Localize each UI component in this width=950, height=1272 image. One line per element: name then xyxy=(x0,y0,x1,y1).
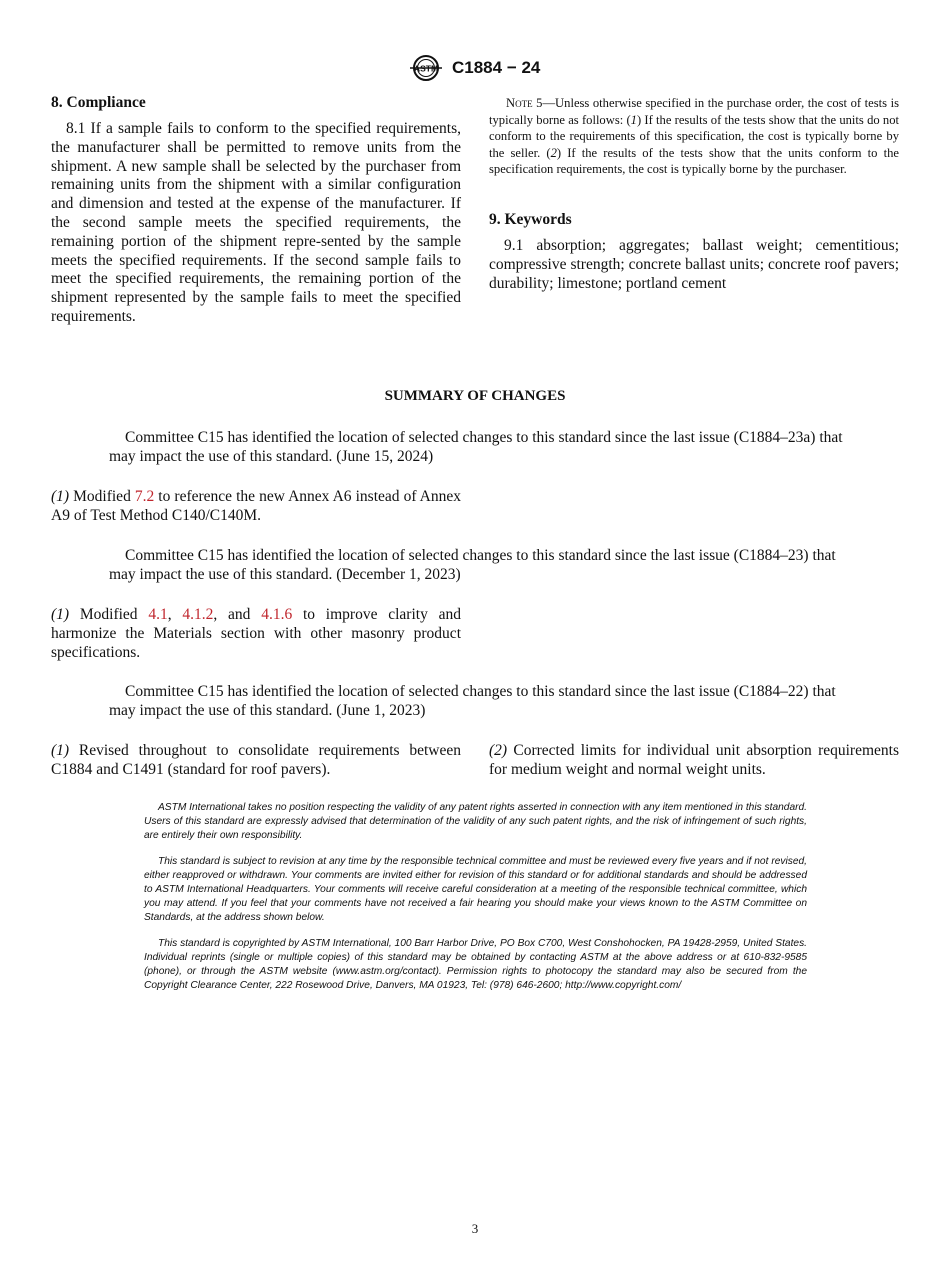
legal-notices xyxy=(144,801,807,993)
ref-link-4-1-6[interactable]: 4.1.6 xyxy=(261,606,293,623)
item-text: Corrected limits for individual unit absorption requirements for medium weight and normal weight units. xyxy=(489,742,899,778)
standard-designation: C1884 − 24 xyxy=(452,58,541,77)
summary-intro-3: Committee C15 has identified the location of selected changes to this standard since the last issue (C1884–22) that may impact the use of this standard. (June 1, 2023) xyxy=(109,683,836,719)
note-number: 5 xyxy=(532,96,543,110)
page-header xyxy=(408,54,568,82)
ref-link-4-1[interactable]: 4.1 xyxy=(148,606,168,623)
logo-text: ASTM xyxy=(413,63,439,74)
item-text: Modified xyxy=(69,488,135,505)
section-9-text: 9.1 absorption; aggregates; ballast weight; cementitious; compressive strength; concrete ballast units; concrete roof pavers; durability; limestone; portland cement xyxy=(489,237,899,292)
note-n1: 1 xyxy=(630,112,637,127)
section-9-heading: 9. Keywords xyxy=(489,211,572,228)
legal-copyright-notice: This standard is copyrighted by ASTM International, 100 Barr Harbor Drive, PO Box C700, West Conshohocken, PA 19428-2959, United States. Individual reprints (single or multiple copies) of this standard may be obtained by contacting ASTM at the above address or at 610-832-9585 (phone), or through the ASTM website (www.astm.org/contact). Permission rights to photocopy the standard may also be secured from the Copyright Clearance Center, 222 Rosewood Drive, Danvers, MA 01923, Tel: (978) 646-2600; http://www.copyright.com/ xyxy=(144,938,807,991)
ref-link-7-2[interactable]: 7.2 xyxy=(134,488,155,505)
page-number: 3 xyxy=(471,1221,479,1236)
ref-link-4-1-2[interactable]: 4.1.2 xyxy=(182,606,214,623)
item-number: (2) xyxy=(489,742,508,759)
summary-intro-1: Committee C15 has identified the location of selected changes to this standard since the last issue (C1884–23a) that may impact the use of this standard. (June 15, 2024) xyxy=(109,429,843,465)
section-8-paragraph xyxy=(51,120,461,327)
legal-revision-notice: This standard is subject to revision at any time by the responsible technical committee and must be reviewed every five years and if not revised, either reapproved or withdrawn. Your comments are invited either for revision of this standard or for additional standards and should be addressed to ASTM International Headquarters. Your comments will receive careful consideration at a meeting of the responsible technical committee, which you may attend. If you feel that your comments have not received a fair hearing you should make your views known to the ASTM Committee on Standards, at the address shown below. xyxy=(144,856,807,923)
note-text-c: ) If the results of the tests show that the units conform to the specification requirements, the cost is typically borne by the purchaser. xyxy=(489,145,899,176)
item-text: to improve clarity and harmonize the Materials section with other masonry product specifications. xyxy=(51,606,461,661)
section-9-paragraph xyxy=(489,237,899,293)
item-text: Revised throughout to consolidate requirements between C1884 and C1491 (standard for roof pavers). xyxy=(51,742,461,778)
summary-title: SUMMARY OF CHANGES xyxy=(384,388,566,404)
note-n2: 2 xyxy=(550,145,557,160)
item-number: (1) xyxy=(51,488,70,505)
section-8-text: 8.1 If a sample fails to conform to the specified requirements, the manufacturer shall be permitted to remove units from the shipment. A new sample shall be selected by the purchaser from remaining units from the shipment with a similar configuration and dimension and tested at the expense of the manufacturer. If the second sample meets the specified requirements, the remaining portion of the shipment repre-sented by the sample meets the specified requirements. If the second sample fails to meet the specified requirements, the remaining portion of the shipment represented by the sample fails to meet the specified requirements. xyxy=(51,120,461,325)
item-text: , xyxy=(167,606,183,623)
legal-patent-notice: ASTM International takes no position respecting the validity of any patent rights asserted in connection with any item mentioned in this standard. Users of this standard are expressly advised that determination of the validity of any such patent rights, and the risk of infringement of such rights, are entirely their own responsibility. xyxy=(144,802,807,841)
item-number: (1) xyxy=(51,742,70,759)
item-number: (1) xyxy=(51,606,70,623)
note-text-b: ) If the results of the tests show that the units do not conform to the requirements of this specification, the cost is typically borne by the seller. ( xyxy=(489,112,899,160)
note-text-a: —Unless otherwise specified in the purchase order, the cost of tests is typically borne as follows: ( xyxy=(489,96,899,127)
note-label: Note xyxy=(506,96,533,110)
summary-intro-2: Committee C15 has identified the location of selected changes to this standard since the last issue (C1884–23) that may impact the use of this standard. (December 1, 2023) xyxy=(109,547,836,583)
summary-item-2-1 xyxy=(51,606,461,662)
section-8-heading: 8. Compliance xyxy=(51,94,146,111)
note-5 xyxy=(489,95,899,178)
item-text: , and xyxy=(213,606,262,623)
astm-logo-icon xyxy=(408,54,444,82)
summary-item-1-1 xyxy=(51,488,461,526)
summary-item-3-1 xyxy=(51,742,461,780)
item-text: to reference the new Annex A6 instead of Annex A9 of Test Method C140/C140M. xyxy=(51,488,461,524)
summary-item-3-2 xyxy=(489,742,899,780)
item-text: Modified xyxy=(69,606,149,623)
